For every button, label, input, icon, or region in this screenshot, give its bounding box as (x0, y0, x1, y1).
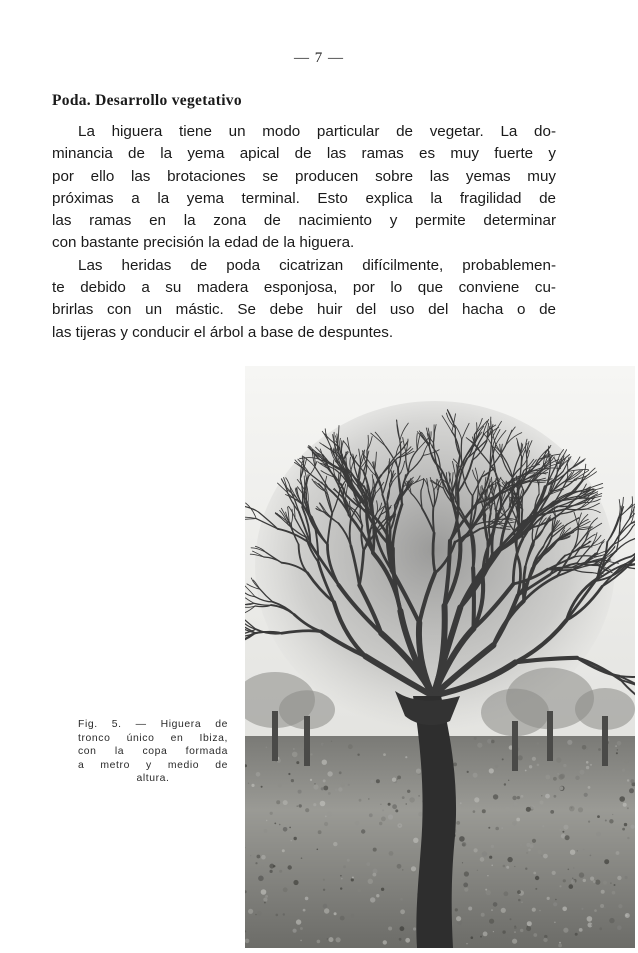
caption-line: a metro y medio de (78, 759, 228, 771)
figure-caption (78, 718, 228, 786)
caption-line: Fig. 5. — Higuera de (78, 719, 228, 730)
caption-line: con la copa formada (78, 746, 228, 758)
text-line: las tijeras y conducir el árbol a base de despuntes. (52, 323, 394, 341)
text-line: La higuera tiene un modo particular de vegetar. La do- (78, 123, 556, 140)
text-line: brirlas con un mástic. Se debe huir del uso del hacha o de (52, 301, 556, 319)
caption-line: tronco único en Ibiza, (78, 732, 228, 744)
page-number: — 7 — (294, 50, 344, 66)
text-line: minancia de la yema apical de las ramas es muy fuerte y (52, 145, 556, 163)
caption-line: altura. (136, 773, 170, 785)
body-text (52, 121, 556, 344)
text-line: las ramas en la zona de nacimiento y permite determinar (52, 212, 556, 230)
text-line: próximas a la yema terminal. Esto explica la fragilidad de (52, 189, 556, 207)
section-heading: Poda. Desarrollo vegetativo (52, 92, 242, 109)
text-line: por ello las brotaciones se producen sobre las yemas muy (52, 167, 556, 185)
fig-tree-photo (245, 366, 635, 948)
text-line: Las heridas de poda cicatrizan difícilmente, probablemen- (78, 256, 556, 274)
fig-tree-illustration (245, 366, 635, 948)
text-line: te debido a su madera esponjosa, por lo que conviene cu- (52, 279, 556, 297)
text-line: con bastante precisión la edad de la higuera. (52, 234, 355, 252)
